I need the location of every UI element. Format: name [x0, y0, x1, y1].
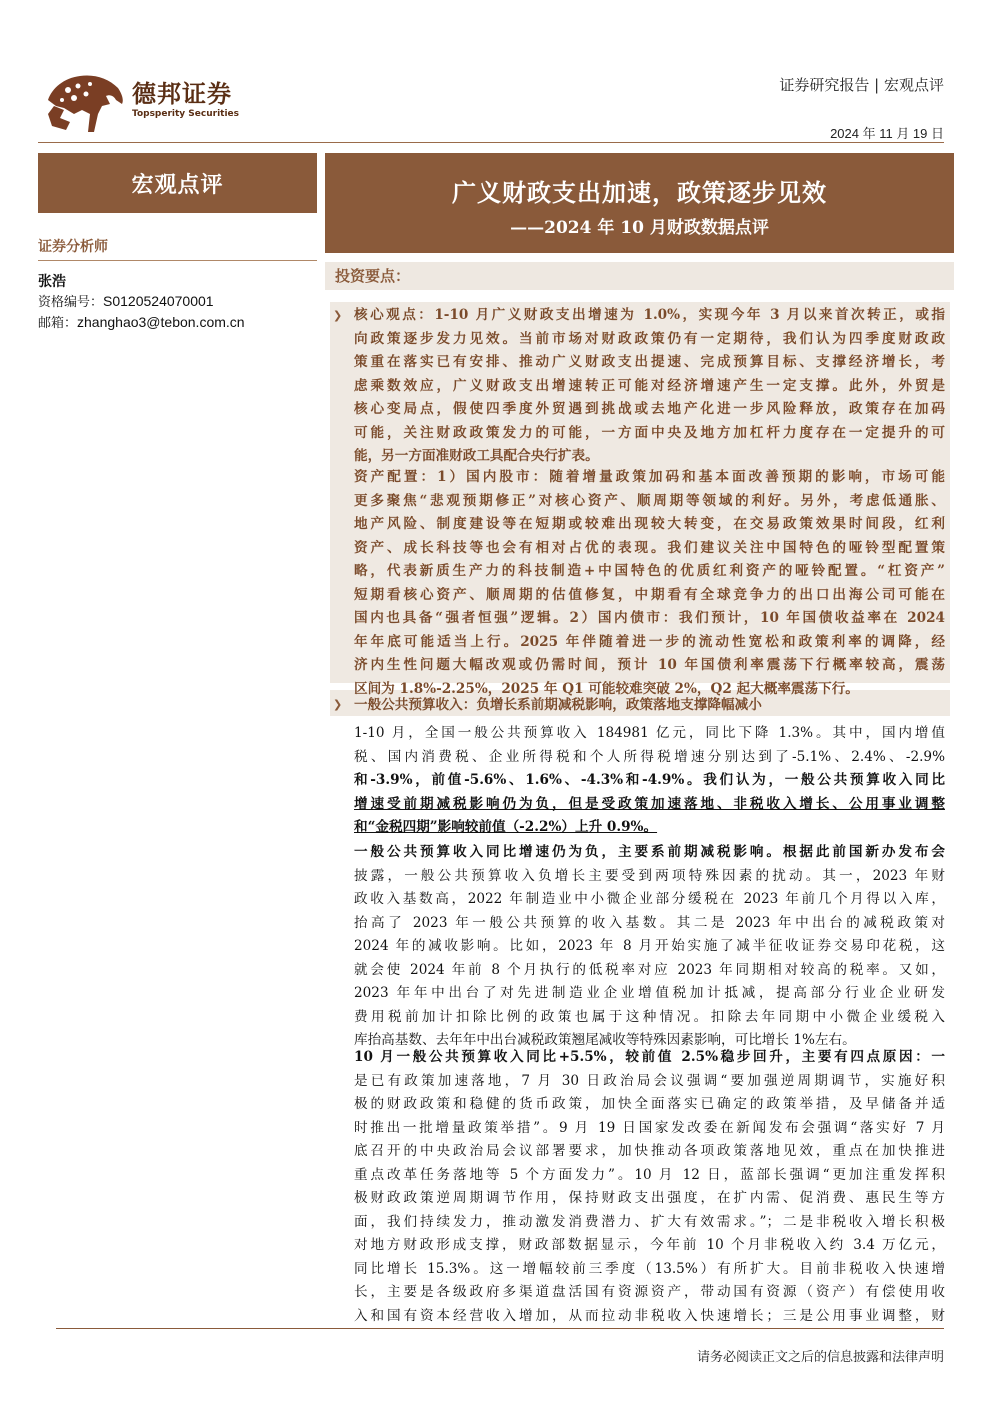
- text-line: 就会使 2024 年前 8 个月执行的低税率对应 2023 年同期相对较高的税率。又如，: [354, 961, 945, 978]
- text-line: 地产风险、制度建设等在短期或较难出现较大转变，在交易政策效果时间段，红利: [354, 516, 945, 532]
- revenue-paragraph-2: [354, 841, 945, 1053]
- text-line: 政收入基数高，2022 年制造业中小微企业部分缓税在 2023 年前几个月得以入库，: [354, 891, 945, 907]
- text-line: 是已有政策加速落地，7 月 30 日政治局会议强调“要加强逆周期调节，实施好积: [354, 1072, 945, 1089]
- text-line: 极的财政政策和稳健的货币政策，加快全面落实已确定的政策举措，及早储备并适: [354, 1096, 945, 1112]
- core-view-paragraph: [354, 304, 945, 469]
- text-line: 重点改革任务落地等 5 个方面发力”。10 月 12 日，蓝部长强调“更加注重发挥积: [354, 1166, 945, 1183]
- brand-name: 德邦证券: [132, 80, 232, 108]
- revenue-paragraph-1: [354, 722, 945, 840]
- chevron-right-icon: ❯: [333, 698, 343, 711]
- text-line: 2024 年的减收影响。比如，2023 年 8 月开始实施了减半征收证券交易印花税，这: [354, 938, 945, 954]
- text-line: 1-10 月，全国一般公共预算收入 184981 亿元，同比下降 1.3%。其中，国内增值: [354, 725, 945, 741]
- text-line: 国内也具备“强者恒强”逻辑。2）国内债市：我们预计，10 年国债收益率在 2024: [354, 610, 945, 626]
- text-line: 2023 年年中出台了对先进制造业企业增值税加计抵减，提高部分行业企业研发: [354, 985, 945, 1001]
- section-title: 投资要点：: [335, 267, 411, 285]
- revenue-paragraph-3: [354, 1046, 945, 1328]
- text-line: 同比增长 15.3%。这一增幅较前三季度（13.5%）有所扩大。目前非税收入快速增: [354, 1260, 945, 1277]
- email-value[interactable]: zhanghao3@tebon.com.cn: [77, 314, 245, 330]
- text-line: 核心观点：1-10 月广义财政支出增速为 1.0%，实现今年 3 月以来首次转正，或指: [354, 307, 945, 323]
- text-line: 和“金税四期”影响较前值（-2.2%）上升 0.9%。: [354, 819, 658, 835]
- category-banner: [38, 153, 317, 213]
- text-line: 10 月一般公共预算收入同比+5.5%，较前值 2.5%稳步回升，主要有四点原因：一: [354, 1049, 945, 1065]
- text-line: 短期看核心资产、顺周期的估值修复，中期看有全球竞争力的出口出海公司可能在: [354, 586, 945, 603]
- text-line: 入和国有资本经营收入增加，从而拉动非税收入快速增长；三是公用事业调整，财: [354, 1307, 945, 1324]
- text-line: 和-3.9%，前值-5.6%、1.6%、-4.3%和-4.9%。我们认为，一般公共预算收入同比: [354, 772, 945, 788]
- analyst-cert: [38, 291, 214, 310]
- report-date: 2024 年 11 月 19 日: [830, 126, 944, 141]
- text-line: 时推出一批增量政策举措”。9 月 19 日国家发改委在新闻发布会强调“落实好 7 月: [354, 1119, 945, 1136]
- text-line: 略，代表新质生产力的科技制造+中国特色的优质红利资产的哑铃配置。“杠资产”: [354, 563, 945, 579]
- text-line: 费用税前加计扣除比例的政策也属于这种情况。扣除去年同期中小微企业缓税入: [354, 1008, 945, 1025]
- text-line: 可能，关注财政政策发力的可能，一方面中央及地方加杠杆力度存在一定提升的可: [354, 424, 945, 441]
- report-subtitle: ——2024 年 10 月财政数据点评: [510, 218, 769, 238]
- analyst-heading: 证券分析师: [38, 236, 317, 261]
- text-line: 增速受前期减税影响仍为负，但是受政策加速落地、非税收入增长、公用事业调整: [354, 795, 945, 812]
- asset-allocation-paragraph: [354, 466, 945, 701]
- email-label: 邮箱：: [38, 316, 78, 331]
- text-line: 一般公共预算收入同比增速仍为负，主要系前期减税影响。根据此前国新办发布会: [354, 844, 945, 860]
- cert-label: 资格编号：: [38, 295, 104, 310]
- text-line: 虑乘数效应，广义财政支出增速转正可能对经济增速产生一定支撑。此外，外贸是: [354, 377, 945, 394]
- header-divider: [38, 142, 944, 143]
- brand: [132, 80, 239, 120]
- footer-disclaimer: 请务必阅读正文之后的信息披露和法律声明: [696, 1350, 944, 1365]
- cert-value: S0120524070001: [103, 293, 214, 309]
- text-line: 对地方财政形成支撑，财政部数据显示，今年前 10 个月非税收入约 3.4 万亿元，: [354, 1237, 945, 1253]
- text-line: 资产配置：1）国内股市：随着增量政策加码和基本面改善预期的影响，市场可能: [354, 469, 945, 485]
- report-title: 广义财政支出加速，政策逐步见效: [452, 178, 827, 207]
- analyst-email: [38, 312, 245, 331]
- revenue-heading: 一般公共预算收入：负增长系前期减税影响，政策落地支撑降幅减小: [354, 697, 762, 713]
- text-line: 税、国内消费税、企业所得税和个人所得税增速分别达到了-5.1%、2.4%、-2.9%: [354, 748, 945, 765]
- text-line: 核心变局点，假使四季度外贸遇到挑战或去地产化进一步风险释放，政策存在加码: [354, 401, 945, 417]
- text-line: 策重在落实已有安排、推动广义财政支出提速、完成预算目标、支撑经济增长，考: [354, 354, 945, 370]
- category-label: 宏观点评: [131, 171, 224, 198]
- text-line: 长，主要是各级政府多渠道盘活国有资源资产，带动国有资源（资产）有偿使用收: [354, 1284, 945, 1300]
- chevron-right-icon: ❯: [333, 309, 343, 322]
- text-line: 年年底可能适当上行。2025 年伴随着进一步的流动性宽松和政策利率的调降，经: [354, 633, 945, 650]
- company-logo-icon: [44, 70, 126, 138]
- text-line: 极财政政策逆周期调节作用，保持财政支出强度，在扩内需、促消费、惠民生等方: [354, 1190, 945, 1206]
- text-line: 披露，一般公共预算收入负增长主要受到两项特殊因素的扰动。其一，2023 年财: [354, 867, 945, 884]
- brand-name-en: Topsperity Securities: [132, 109, 239, 119]
- title-banner: [325, 153, 954, 253]
- text-line: 济内生性问题大幅改观或仍需时间，预计 10 年国债利率震荡下行概率较高，震荡: [354, 657, 945, 673]
- analyst-name: 张浩: [38, 274, 66, 290]
- footer-divider: [56, 1328, 944, 1329]
- section-title-band: [325, 262, 954, 290]
- text-line: 更多聚焦“悲观预期修正”对核心资产、顺周期等领域的利好。另外，考虑低通胀、: [354, 492, 945, 509]
- text-line: 库抬高基数、去年年中出台减税政策翘尾减收等特殊因素影响，可比增长 1%左右。: [354, 1032, 856, 1048]
- text-line: 资产、成长科技等也会有相对占优的表现。我们建议关注中国特色的哑铃型配置策: [354, 539, 945, 556]
- text-line: 能，另一方面准财政工具配合央行扩表。: [354, 448, 599, 464]
- text-line: 面，我们持续发力，推动激发消费潜力、扩大有效需求。”；二是非税收入增长积极: [354, 1213, 945, 1230]
- text-line: 抬高了 2023 年一般公共预算的收入基数。其二是 2023 年中出台的减税政策对: [354, 914, 945, 931]
- text-line: 区间为 1.8%-2.25%，2025 年 Q1 可能较难突破 2%，Q2 起大概率震荡下行。: [354, 680, 859, 697]
- text-line: 向政策逐步发力见效。当前市场对财政政策仍有一定期待，我们认为四季度财政政: [354, 330, 945, 347]
- text-line: 底召开的中央政治局会议部署要求，加快推动各项政策落地见效，重点在加快推进: [354, 1143, 945, 1159]
- report-type: 证券研究报告 | 宏观点评: [779, 76, 944, 94]
